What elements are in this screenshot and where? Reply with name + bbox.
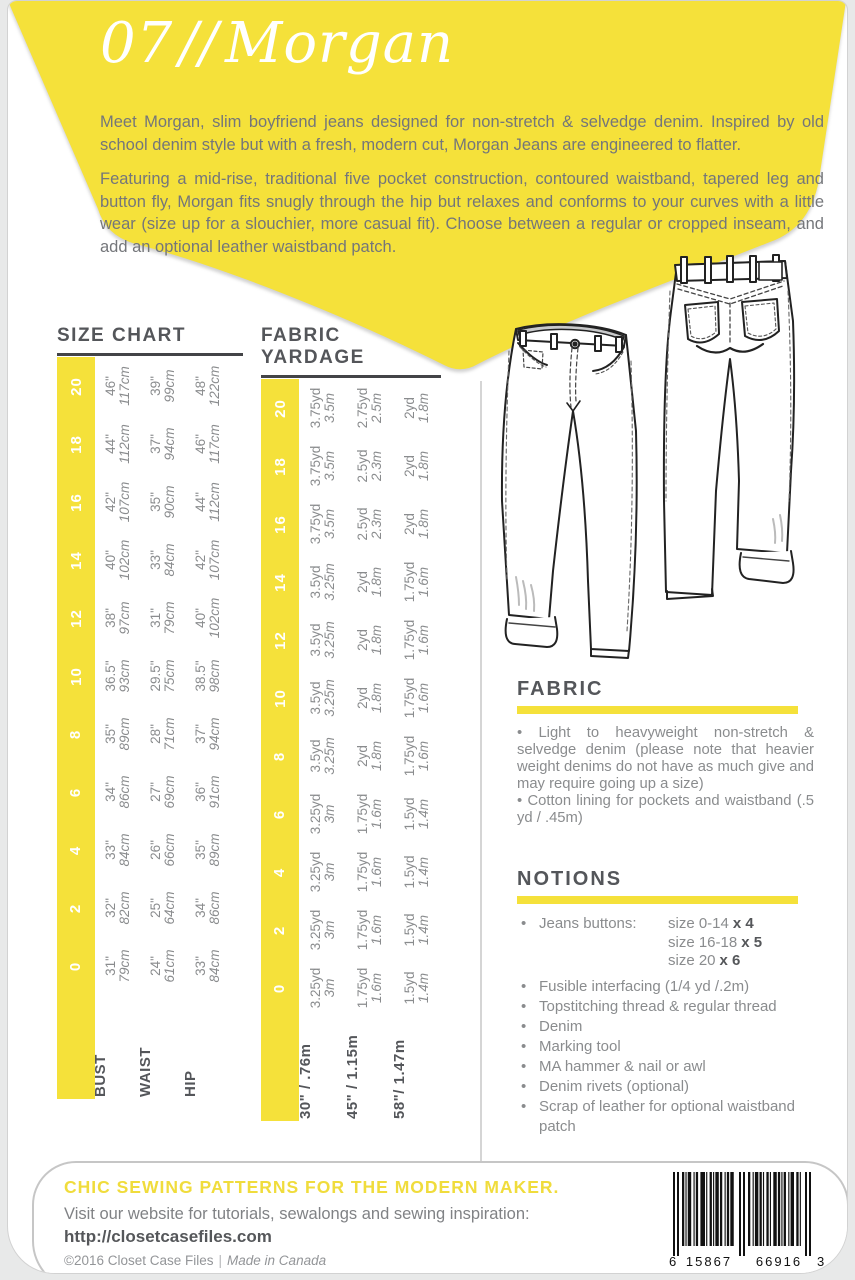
measurement-cell: 2yd 1.8m [401,392,431,424]
measurement-cell: 32" 82cm [102,891,132,925]
measurement-cell: 34" 86cm [102,775,132,809]
measurement-cell: 2yd 1.8m [354,682,384,714]
measurement-cell: 1.75yd 1.6m [354,851,384,893]
measurement-cell: 1.5yd 1.4m [401,797,431,831]
bullet-item: • Fusible interfacing (1/4 yd /.2m) [517,977,814,997]
table-row [57,821,243,879]
measurement-cell: 1.75yd 1.6m [401,677,431,719]
size-chart-table [57,325,243,1099]
size-number: 18 [271,456,289,476]
size-number: 4 [271,867,289,877]
pattern-number: 07 [100,11,174,76]
title-separator: // [179,11,219,76]
svg-text:66916: 66916 [755,1254,803,1269]
yardage-rows [261,379,441,1017]
details-paragraph: Featuring a mid-rise, traditional five pocket construction, contoured waistband, tapered leg and button fly, Morgan fits snugly through the hip but relaxes and conforms to your curves with a little wear (size up for a slouchier, more casual fit). Choose between a regular or cropped inseam, and add an optional leather waistband patch. [100,170,824,256]
made-in-text: Made in Canada [227,1253,327,1268]
measurement-cell: 1.75yd 1.6m [354,967,384,1009]
website-link[interactable]: http://closetcasefiles.com [64,1227,272,1246]
measurement-cell: 1.5yd 1.4m [401,913,431,947]
size-number: 20 [271,398,289,418]
fabric-section [517,678,814,826]
table-row [261,785,441,843]
size-number: 8 [67,729,85,739]
table-row [57,879,243,937]
fabric-yardage-table [261,325,441,1121]
measurement-cell: 40" 102cm [192,597,222,639]
label-width-58: 58"/ 1.47m [390,1039,408,1119]
measurement-cell: 31" 79cm [102,949,132,983]
measurement-cell: 46" 117cm [102,366,132,406]
table-row [261,437,441,495]
measurement-cell: 37" 94cm [192,717,222,751]
measurement-cell: 3.5yd 3.25m [307,563,337,601]
measurement-cell: 40" 102cm [102,539,132,581]
size-number: 14 [67,550,85,570]
size-number: 2 [67,903,85,913]
fabric-list [517,725,814,826]
size-number: 0 [271,983,289,993]
measurement-cell: 1.5yd 1.4m [401,855,431,889]
table-row [261,379,441,437]
footer-website-line: Visit our website for tutorials, sewalongs and sewing inspiration: [64,1205,530,1223]
table-row [261,901,441,959]
table-row [261,495,441,553]
table-row [261,669,441,727]
notions-list [517,977,814,1137]
fabric-underline-bar [517,706,798,714]
size-number: 0 [67,961,85,971]
measurement-cell: 33" 84cm [102,833,132,867]
measurement-cell: 2yd 1.8m [354,566,384,598]
measurement-cell: 29.5" 75cm [147,659,177,693]
measurement-cell: 37" 94cm [147,427,177,461]
intro-paragraph: Meet Morgan, slim boyfriend jeans designed for non-stretch & selvedge denim. Inspired by old school denim style but with a fresh, modern cut, Morgan Jeans are engineered to flatter. [100,113,824,154]
measurement-cell: 42" 107cm [192,539,222,581]
table-row [57,763,243,821]
bullet-item: • Marking tool [517,1037,814,1057]
size-number: 8 [271,751,289,761]
notions-underline-bar [517,896,798,904]
size-number: 18 [67,434,85,454]
size-number: 10 [67,666,85,686]
svg-text:3: 3 [817,1254,825,1269]
label-hip: HIP [181,1070,199,1097]
measurement-cell: 34" 86cm [192,891,222,925]
measurement-cell: 3.5yd 3.25m [307,621,337,659]
label-width-30: 30" / .76m [296,1043,314,1119]
measurement-cell: 1.75yd 1.6m [401,561,431,603]
measurement-cell: 28" 71cm [147,717,177,751]
measurement-cell: 3.25yd 3m [307,967,337,1009]
measurement-cell: 48" 122cm [192,365,222,407]
size-number: 4 [67,845,85,855]
measurement-cell: 38.5" 98cm [192,659,222,693]
table-row [57,705,243,763]
measurement-cell: 2yd 1.8m [354,740,384,772]
size-chart-title: SIZE CHART [57,325,186,346]
button-qty-row: size 20 x 6 [668,952,741,970]
fabric-yardage-rule [261,375,441,378]
size-number: 14 [271,572,289,592]
measurement-cell: 31" 79cm [147,601,177,635]
measurement-cell: 1.75yd 1.6m [401,619,431,661]
flap-content [100,11,824,258]
measurement-cell: 39" 99cm [147,369,177,403]
size-number: 16 [67,492,85,512]
measurement-cell: 3.25yd 3m [307,793,337,835]
notions-title: NOTIONS [517,868,623,890]
table-row [261,611,441,669]
size-number: 16 [271,514,289,534]
measurement-cell: 33" 84cm [147,543,177,577]
table-row [261,843,441,901]
measurement-cell: 35" 89cm [102,717,132,751]
size-number: 12 [271,630,289,650]
measurement-cell: 2yd 1.8m [401,508,431,540]
measurement-cell: 42" 107cm [102,481,132,523]
barcode [667,1166,827,1270]
size-number: 12 [67,608,85,628]
bullet-item: • MA hammer & nail or awl [517,1057,814,1077]
size-number: 6 [271,809,289,819]
measurement-cell: 2.5yd 2.3m [354,449,384,483]
measurement-cell: 2yd 1.8m [401,450,431,482]
table-row [57,357,243,415]
table-row [261,727,441,785]
copyright-text: ©2016 Closet Case Files [64,1253,214,1268]
measurement-cell: 3.5yd 3.25m [307,737,337,775]
measurement-cell: 24" 61cm [147,949,177,983]
jeans-front-view [502,324,637,658]
measurement-cell: 2.75yd 2.5m [354,387,384,429]
svg-text:6: 6 [669,1254,677,1269]
measurement-cell: 1.75yd 1.6m [354,793,384,835]
measurement-cell: 35" 90cm [147,485,177,519]
table-row [57,937,243,995]
measurement-cell: 1.75yd 1.6m [354,909,384,951]
measurement-cell: 27" 69cm [147,775,177,809]
label-bust: BUST [91,1054,109,1097]
button-qty-row: size 0-14 x 4 [668,915,754,932]
measurement-cell: 3.75yd 3.5m [307,503,337,545]
bullet-item: • Scrap of leather for optional waistband patch [517,1097,814,1137]
copyright-line: ©2016 Closet Case Files | Made in Canada [64,1253,327,1268]
jeans-technical-drawing-icon [487,251,829,673]
measurement-cell: 2yd 1.8m [354,624,384,656]
label-width-45: 45" / 1.15m [343,1034,361,1119]
fabric-yardage-title: FABRIC YARDAGE [261,325,365,368]
label-waist: WAIST [136,1047,154,1097]
size-chart-rule [57,353,243,356]
jeans-buttons-item [517,915,814,971]
size-chart-rows [57,357,243,995]
measurement-cell: 1.5yd 1.4m [401,971,431,1005]
envelope-card [7,0,848,1274]
bullet-item: • Topstitching thread & regular thread [517,997,814,1017]
fabric-title: FABRIC [517,678,604,700]
measurement-cell: 2.5yd 2.3m [354,507,384,541]
measurement-cell: 25" 64cm [147,891,177,925]
jeans-back-view [664,255,794,599]
measurement-cell: 33" 84cm [192,949,222,983]
measurement-cell: 3.75yd 3.5m [307,387,337,429]
measurement-cell: 1.75yd 1.6m [401,735,431,777]
bullet-item: • Denim [517,1017,814,1037]
footer-tagline: CHIC SEWING PATTERNS FOR THE MODERN MAKER. [64,1177,560,1197]
measurement-cell: 36.5" 93cm [102,659,132,693]
measurement-cell: 3.75yd 3.5m [307,445,337,487]
measurement-cell: 3.25yd 3m [307,909,337,951]
bullet-item: • Light to heavyweight non-stretch & selvedge denim (please note that heavier weight denims do not have as much give and may require going up a size) [517,725,814,793]
jeans-buttons-label: • Jeans buttons: [517,915,668,971]
table-row [57,589,243,647]
size-number: 10 [271,688,289,708]
page-title [100,11,824,95]
footer-band [32,1161,848,1274]
size-number: 20 [67,376,85,396]
svg-text:15867: 15867 [685,1254,733,1269]
measurement-cell: 36" 91cm [192,775,222,809]
measurement-cell: 46" 117cm [192,424,222,464]
measurement-cell: 44" 112cm [102,424,132,464]
notions-section [517,868,814,1137]
size-number: 2 [271,925,289,935]
table-row [57,647,243,705]
size-number: 6 [67,787,85,797]
table-row [57,415,243,473]
table-row [57,473,243,531]
measurement-cell: 35" 89cm [192,833,222,867]
measurement-cell: 3.25yd 3m [307,851,337,893]
measurement-cell: 3.5yd 3.25m [307,679,337,717]
bullet-item: • Denim rivets (optional) [517,1077,814,1097]
jeans-buttons-quantities [668,915,762,971]
measurement-cell: 38" 97cm [102,601,132,635]
pattern-name: Morgan [225,11,455,76]
table-row [261,959,441,1017]
measurement-cell: 26" 66cm [147,833,177,867]
table-row [261,553,441,611]
table-row [57,531,243,589]
bullet-item: • Cotton lining for pockets and waistband (.5 yd / .45m) [517,793,814,827]
column-divider [480,381,482,1161]
button-qty-row: size 16-18 x 5 [668,933,763,951]
measurement-cell: 44" 112cm [192,482,222,522]
